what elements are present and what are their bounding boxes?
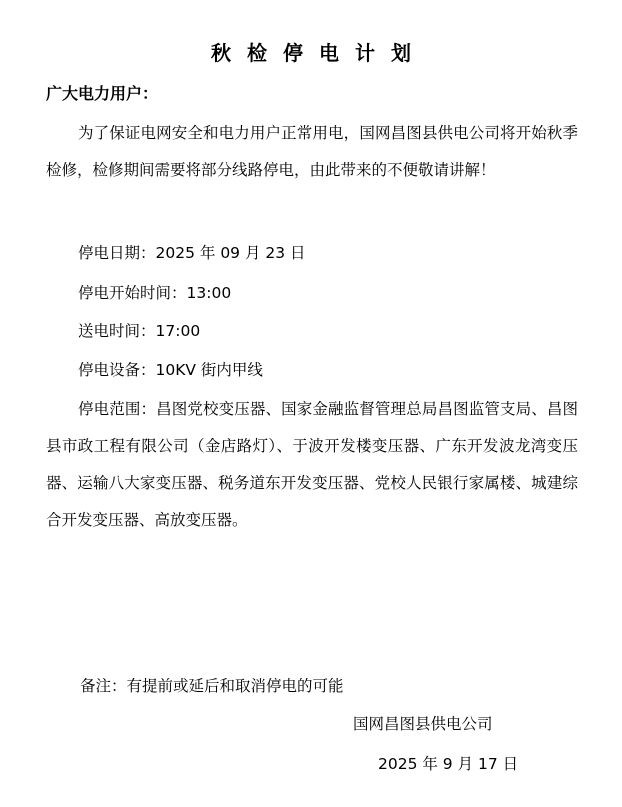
signature-organization: 国网昌图县供电公司 [353,715,493,733]
equipment-line [78,358,263,382]
outage-date-label: 停电日期： [78,244,156,262]
scope-label: 停电范围： [78,400,157,418]
outage-date-value: 2025 年 09 月 23 日 [155,244,306,262]
outage-date-line [78,241,306,265]
salutation: 广大电力用户： [46,84,159,103]
restore-time-line [78,319,200,343]
note: 备注：有提前或延后和取消停电的可能 [80,677,344,695]
outage-start-line [78,281,231,305]
outage-start-label: 停电开始时间： [78,284,187,302]
equipment-label: 停电设备： [78,361,156,379]
scope-paragraph [46,391,578,539]
signature-date: 2025 年 9 月 17 日 [378,755,519,773]
page-title: 秋检停电计划 [211,41,427,65]
restore-time-value: 17:00 [155,322,201,340]
restore-time-label: 送电时间： [78,322,156,340]
equipment-value: 10KV 街内甲线 [155,361,263,379]
intro-paragraph: 为了保证电网安全和电力用户正常用电，国网昌图县供电公司将开始秋季检修，检修期间需要将部分线路停电，由此带来的不便敬请讲解！ [46,124,578,179]
scope-value: 昌图党校变压器、国家金融监督管理总局昌图监管支局、昌图县市政工程有限公司（金店路灯）、于波开发楼变压器、广东开发波龙湾变压器、运输八大家变压器、税务道东开发变压器、党校人民银行家属楼、城建综合开发变压器、高放变压器。 [46,400,578,529]
outage-start-value: 13:00 [186,284,232,302]
